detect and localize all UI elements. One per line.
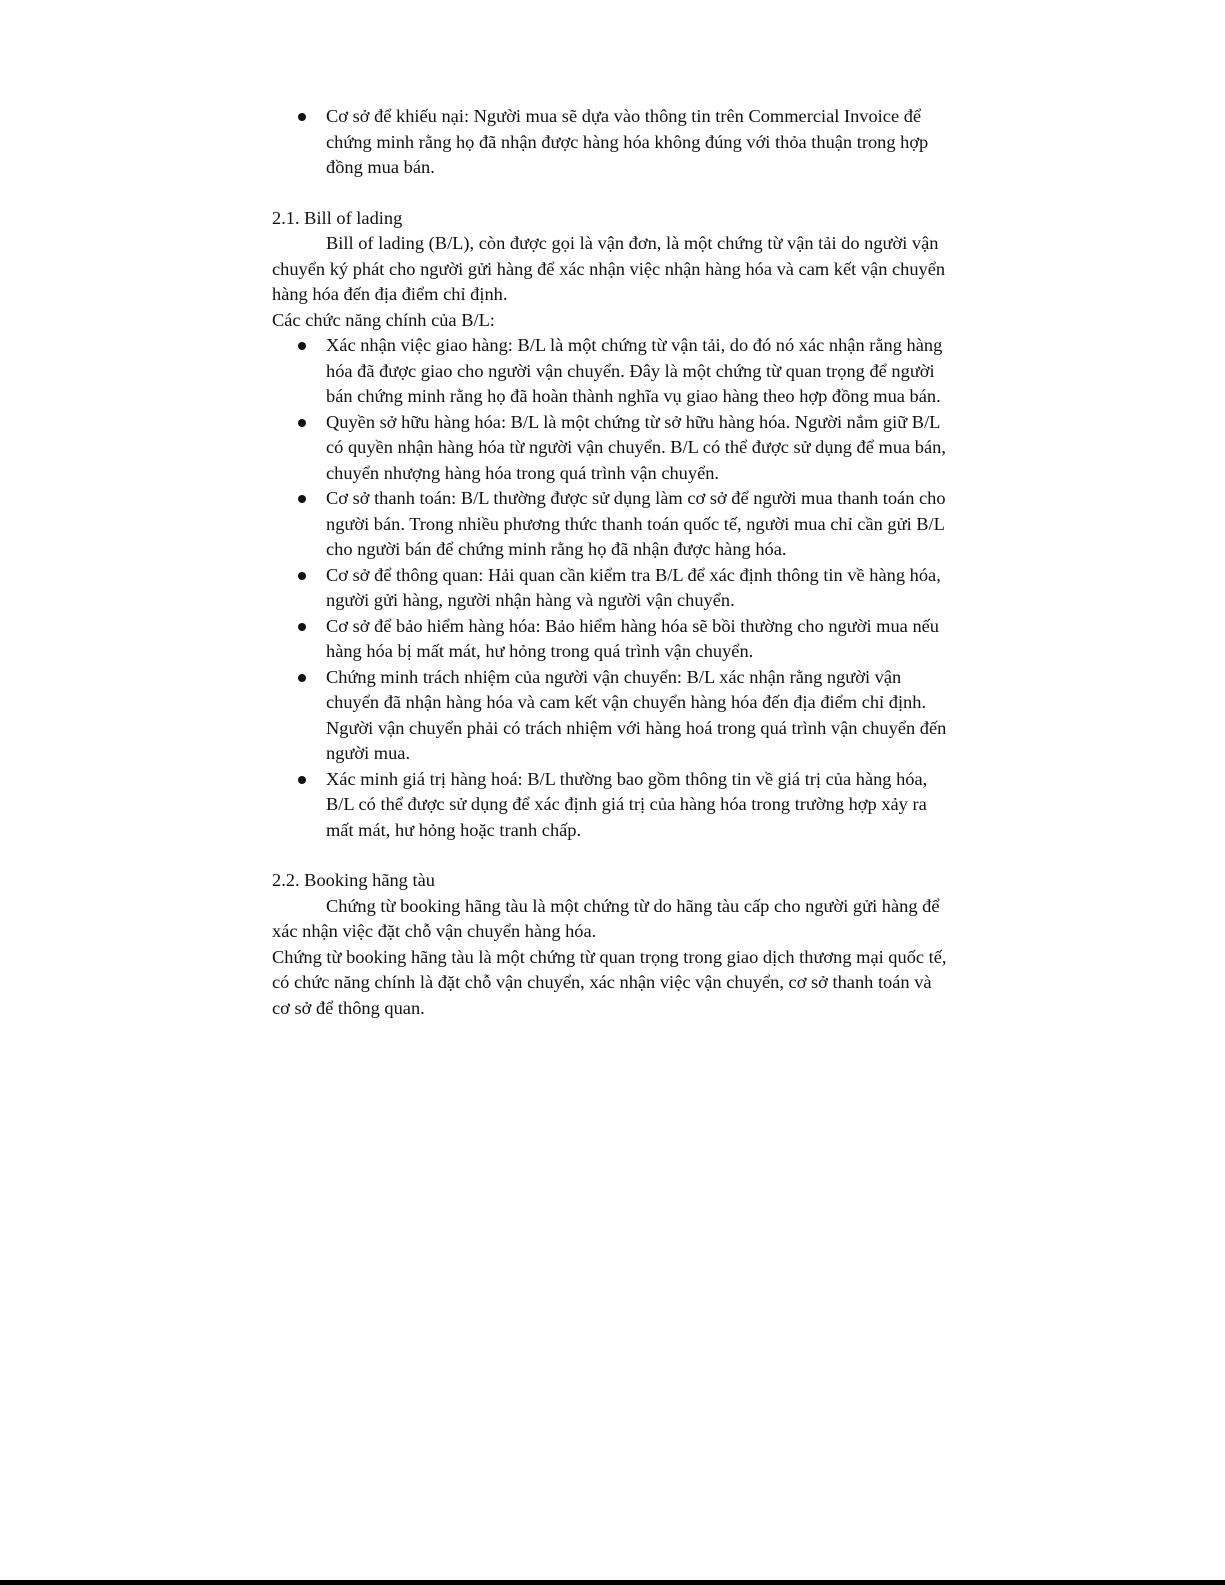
bullet-icon <box>298 674 306 682</box>
bullet-text: Chứng minh trách nhiệm của người vận chuyển: B/L xác nhận rằng người vận chuyển đã nhận hàng hóa và cam kết vận chuyển hàng hóa đến địa điểm chỉ định. Người vận chuyển phải có trách nhiệm với hàng hoá trong quá trình vận chuyển đến người mua. <box>326 666 947 763</box>
section-heading-booking: 2.2. Booking hãng tàu <box>272 870 435 890</box>
bullet-text: Cơ sở để khiếu nại: Người mua sẽ dựa vào thông tin trên Commercial Invoice để chứng minh rằng họ đã nhận được hàng hóa không đúng với thỏa thuận trong hợp đồng mua bán. <box>326 106 929 177</box>
section-heading-bill-of-lading: 2.1. Bill of lading <box>272 207 403 228</box>
bullet-icon <box>298 113 306 121</box>
functions-label: Các chức năng chính của B/L: <box>272 309 495 330</box>
list-item <box>272 104 952 181</box>
bullet-icon <box>298 776 306 784</box>
bullet-text: Cơ sở để thông quan: Hải quan cần kiểm tra B/L để xác định thông tin về hàng hóa, người gửi hàng, người nhận hàng và người vận chuyển. <box>326 564 941 610</box>
list-item <box>272 767 952 844</box>
section-body-booking: Chứng từ booking hãng tàu là một chứng từ quan trọng trong giao dịch thương mại quốc tế, có chức năng chính là đặt chỗ vận chuyển, xác nhận việc vận chuyển, cơ sở thanh toán và cơ sở để thông quan. <box>272 946 947 1018</box>
bullet-text: Xác nhận việc giao hàng: B/L là một chứng từ vận tải, do đó nó xác nhận rằng hàng hóa đã được giao cho người vận chuyển. Đây là một chứng từ quan trọng để người bán chứng minh rằng họ đã hoàn thành nghĩa vụ giao hàng theo hợp đồng mua bán. <box>326 335 943 406</box>
list-item <box>272 563 952 614</box>
bullet-text: Quyền sở hữu hàng hóa: B/L là một chứng từ sở hữu hàng hóa. Người nắm giữ B/L có quyền nhận hàng hóa từ người vận chuyển. B/L có thể được sử dụng để mua bán, chuyển nhượng hàng hóa trong quá trình vận chuyển. <box>326 411 946 483</box>
bullet-icon <box>298 495 306 503</box>
bullet-icon <box>298 572 306 580</box>
bullet-icon <box>298 623 306 631</box>
section-intro-bill-of-lading: Bill of lading (B/L), còn được gọi là vận đơn, là một chứng từ vận tải do người vận chuyển ký phát cho người gửi hàng để xác nhận việc nhận hàng hóa và cam kết vận chuyển hàng hóa đến địa điểm chỉ định. <box>272 233 946 304</box>
list-item <box>272 333 952 410</box>
list-item <box>272 486 952 563</box>
bullet-text: Cơ sở thanh toán: B/L thường được sử dụng làm cơ sở để người mua thanh toán cho người bán. Trong nhiều phương thức thanh toán quốc tế, người mua chỉ cần gửi B/L cho người bán để chứng minh rằng họ đã nhận được hàng hóa. <box>326 488 946 559</box>
section-intro-booking: Chứng từ booking hãng tàu là một chứng từ do hãng tàu cấp cho người gửi hàng để xác nhận việc đặt chỗ vận chuyển hàng hóa. <box>272 895 940 941</box>
bullet-icon <box>298 342 306 350</box>
document-body <box>272 104 952 1021</box>
bullet-icon <box>298 419 306 427</box>
intro-bullet-list <box>272 104 952 181</box>
list-item <box>272 614 952 665</box>
bullet-text: Cơ sở để bảo hiểm hàng hóa: Bảo hiểm hàng hóa sẽ bồi thường cho người mua nếu hàng hóa bị mất mát, hư hỏng trong quá trình vận chuyển. <box>326 615 939 661</box>
page-bottom-border <box>0 1580 1225 1585</box>
bullet-text: Xác minh giá trị hàng hoá: B/L thường bao gồm thông tin về giá trị của hàng hóa, B/L có thể được sử dụng để xác định giá trị của hàng hóa trong trường hợp xảy ra mất mát, hư hỏng hoặc tranh chấp. <box>326 768 928 840</box>
bl-functions-list <box>272 333 952 843</box>
list-item <box>272 665 952 767</box>
list-item <box>272 410 952 487</box>
